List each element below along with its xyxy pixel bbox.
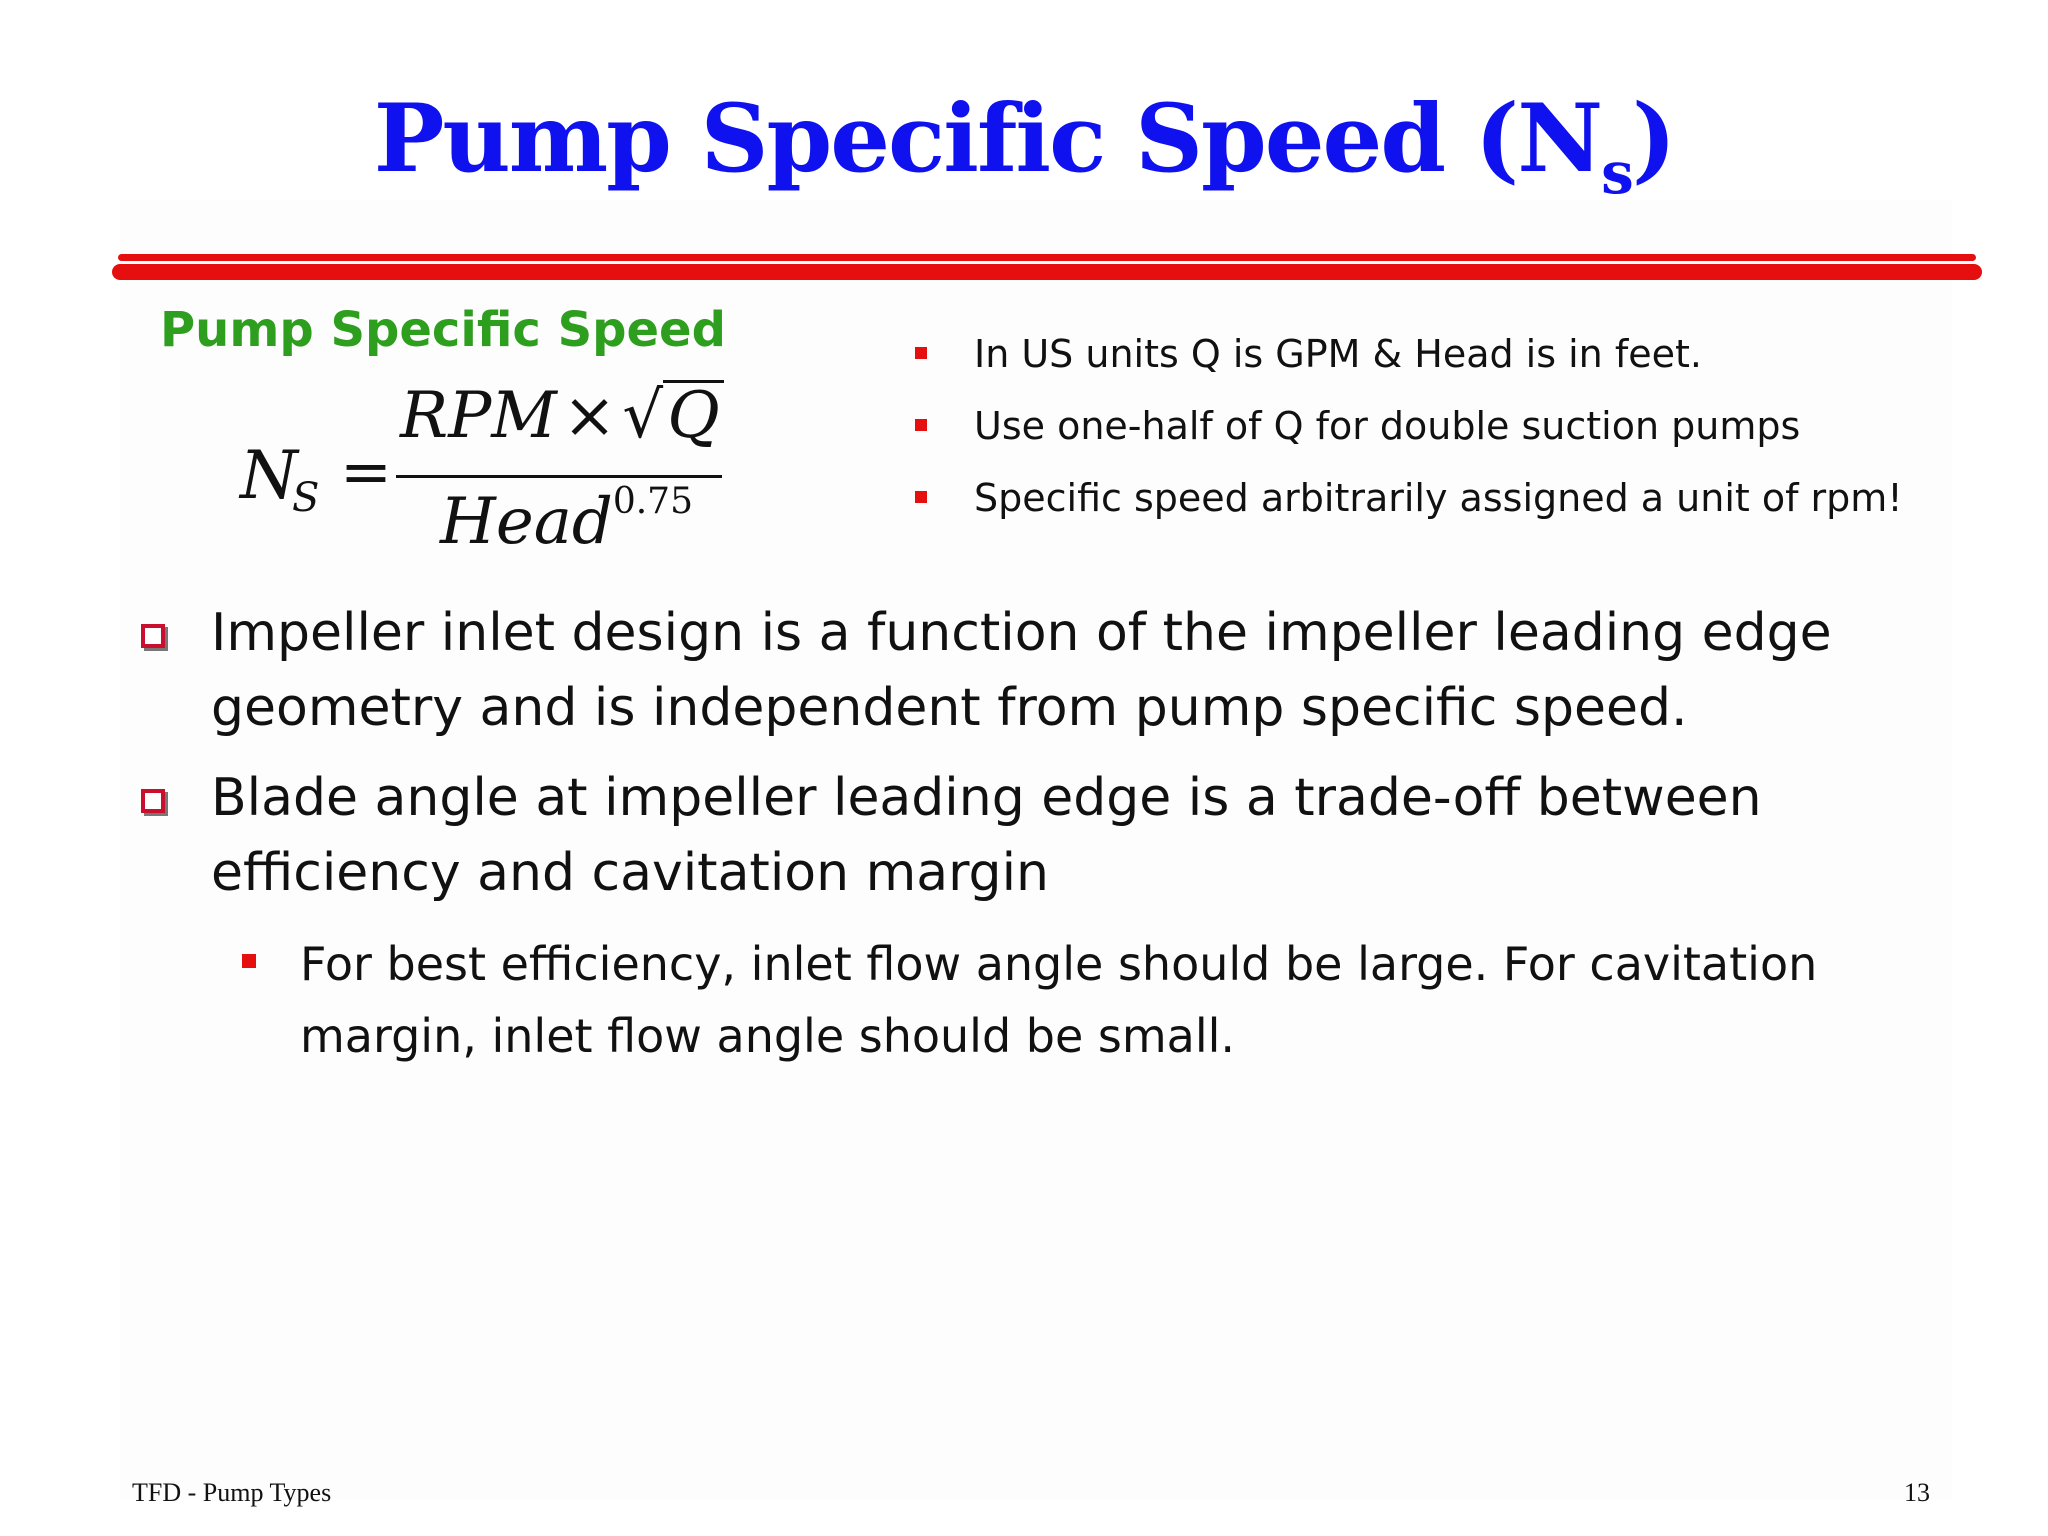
sub-bullet-text: For best efficiency, inlet flow angle should be large. For cavitation margin, inlet flow angle should be small. [300,937,1818,1063]
footer-label: TFD - Pump Types [132,1478,332,1507]
side-bullet-list [910,330,1903,546]
formula-rpm: RPM [400,379,557,453]
sub-bullet-item [240,928,1880,1072]
main-bullet-text: Blade angle at impeller leading edge is a trade-off between efficiency and cavitation margin [211,768,1762,903]
formula-denominator [440,481,693,559]
side-bullet-item [910,474,1903,546]
main-bullet-text: Impeller inlet design is a function of the impeller leading edge geometry and is independent from pump specific speed. [211,603,1832,738]
formula-numerator [400,379,724,453]
title-divider-thin [118,254,1976,261]
specific-speed-formula [200,375,760,575]
fraction-line [396,475,722,478]
side-bullet-text: Specific speed arbitrarily assigned a unit of rpm! [974,476,1903,520]
formula-heading: Pump Specific Speed [160,302,726,358]
slide-title-text: Pump Specific Speed (N [373,84,1602,194]
slide-title-close: ) [1631,84,1675,194]
red-square-bullet-icon [915,419,927,431]
formula-lhs-subscript: S [292,475,320,521]
page-number: 13 [1904,1478,1930,1507]
slide-title [0,84,2048,207]
sqrt-symbol: √ [622,379,664,453]
slide-title-subscript: s [1601,139,1632,207]
formula-head: Head [440,485,613,559]
title-divider-thick [112,264,1982,280]
main-bullet-item [136,761,1896,911]
side-bullet-item [910,402,1903,474]
red-square-bullet-icon [242,954,256,968]
hollow-box-bullet-icon [141,624,165,648]
formula-q: Q [663,380,723,450]
side-bullet-item [910,330,1903,402]
formula-equals: = [340,435,392,508]
hollow-box-bullet-icon [141,789,165,813]
formula-lhs: N [240,437,298,514]
formula-exponent: 0.75 [612,481,693,522]
main-bullet-item [136,596,1896,746]
side-bullet-text: In US units Q is GPM & Head is in feet. [974,332,1702,376]
red-square-bullet-icon [915,491,927,503]
red-square-bullet-icon [915,347,927,359]
sub-bullet-list [240,928,1880,1072]
main-bullet-list [136,596,1896,926]
side-bullet-text: Use one-half of Q for double suction pumps [974,404,1801,448]
formula-times: × [562,379,617,453]
